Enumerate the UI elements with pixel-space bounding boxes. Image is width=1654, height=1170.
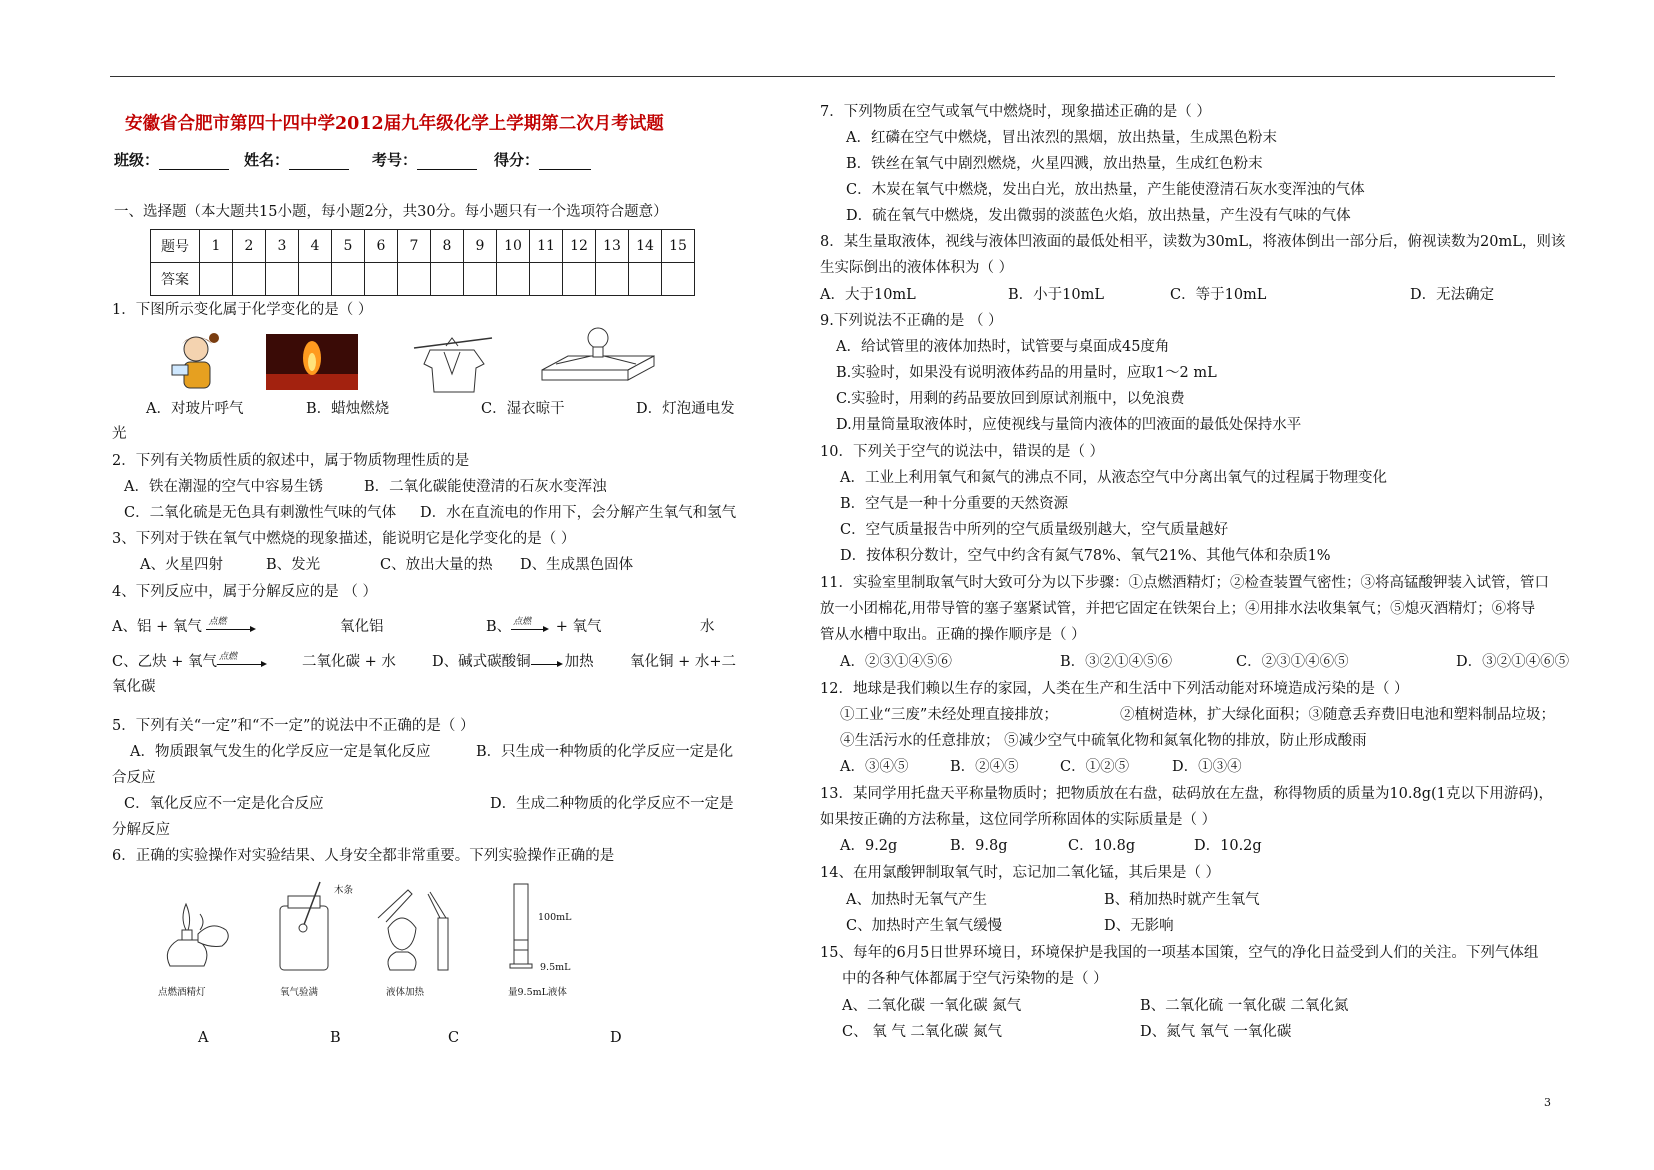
q7-stem: 7．下列物质在空气或氧气中燃烧时，现象描述正确的是（ ） bbox=[820, 104, 1211, 120]
q12-line-1a: ①工业“三废”未经处理直接排放； bbox=[840, 707, 1058, 723]
q2-option-b: B．二氧化碳能使澄清的石灰水变浑浊 bbox=[364, 479, 607, 495]
number-cell: 14 bbox=[629, 230, 662, 263]
number-cell: 7 bbox=[398, 230, 431, 263]
page-number: 3 bbox=[1544, 1096, 1551, 1109]
q11-line-1: 11．实验室里制取氧气时大致可分为以下步骤：①点燃酒精灯；②检查装置气密性；③将高锰酸钾装入试管，管口 bbox=[820, 575, 1549, 591]
measuring-cylinder-image bbox=[508, 880, 558, 972]
q14-option-d: D、无影响 bbox=[1104, 918, 1174, 934]
answer-table-header-row bbox=[151, 230, 695, 263]
q8-option-c: C．等于10mL bbox=[1170, 287, 1267, 303]
q4-option-b: B、 点燃 + 氧气 bbox=[486, 617, 602, 635]
answer-cell[interactable] bbox=[233, 263, 266, 296]
number-cell: 8 bbox=[431, 230, 464, 263]
q2-option-a: A．铁在潮湿的空气中容易生锈 bbox=[124, 479, 323, 495]
q9-option-c: C.实验时，用剩的药品要放回到原试剂瓶中，以免浪费 bbox=[836, 391, 1185, 407]
q1-option-c: C．湿衣晾干 bbox=[481, 401, 565, 417]
number-cell: 4 bbox=[299, 230, 332, 263]
q8-option-b: B．小于10mL bbox=[1008, 287, 1104, 303]
reaction-arrow: 点燃 bbox=[511, 620, 551, 634]
q6-letter-b: B bbox=[330, 1030, 341, 1046]
header-rule bbox=[110, 76, 1555, 77]
q13-option-d: D．10.2g bbox=[1194, 838, 1262, 854]
q11-option-c: C．②③①④⑥⑤ bbox=[1236, 654, 1349, 670]
answer-cell[interactable] bbox=[398, 263, 431, 296]
q11-option-a: A．②③①④⑤⑥ bbox=[840, 654, 952, 670]
q6-caption-d: 量9.5mL液体 bbox=[508, 987, 567, 998]
q10-stem: 10．下列关于空气的说法中，错误的是（ ） bbox=[820, 444, 1105, 460]
number-cell: 13 bbox=[596, 230, 629, 263]
q5-option-b-cont: 合反应 bbox=[112, 770, 156, 786]
q6-stem: 6．正确的实验操作对实验结果、人身安全都非常重要。下列实验操作正确的是 bbox=[112, 848, 615, 864]
number-cell: 9 bbox=[464, 230, 497, 263]
girl-breathing-image bbox=[168, 332, 226, 394]
answer-cell[interactable] bbox=[530, 263, 563, 296]
q4-option-a: A、铝 + 氧气 点燃 bbox=[112, 617, 258, 637]
q13-line-1: 13．某同学用托盘天平称量物质时；把物质放在右盘，砝码放在左盘，称得物质的质量为10.8g(1克以下用游码)， bbox=[820, 786, 1554, 802]
q7-option-a: A．红磷在空气中燃烧，冒出浓烈的黑烟，放出热量，生成黑色粉末 bbox=[846, 130, 1277, 146]
q13-option-a: A．9.2g bbox=[840, 838, 898, 854]
q8-stem: 8．某生量取液体，视线与液体凹液面的最低处相平，读数为30mL，将液体倒出一部分后，俯视读数为20mL，则该 bbox=[820, 234, 1566, 250]
q14-stem: 14、在用氯酸钾制取氧气时，忘记加二氧化锰，其后果是（ ） bbox=[820, 865, 1221, 881]
q9-option-a: A．给试管里的液体加热时，试管要与桌面成45度角 bbox=[836, 339, 1170, 355]
answer-cell[interactable] bbox=[662, 263, 695, 296]
q4-option-d-product: 氧化铜 + 水+二 bbox=[630, 654, 737, 670]
q2-option-d: D．水在直流电的作用下，会分解产生氧气和氢气 bbox=[420, 505, 737, 521]
q1-option-a: A．对玻片呼气 bbox=[146, 401, 244, 417]
name-field: 姓名： bbox=[244, 149, 349, 170]
q15-line-1: 15、每年的6月5日世界环境日，环境保护是我国的一项基本国策，空气的净化日益受到人们的关注。下列气体组 bbox=[820, 945, 1539, 961]
q7-option-c: C．木炭在氧气中燃烧，发出白光，放出热量，产生能使澄清石灰水变浑浊的气体 bbox=[846, 182, 1365, 198]
class-field: 班级： bbox=[114, 149, 229, 170]
q13-option-b: B．9.8g bbox=[950, 838, 1008, 854]
q6-caption-b: 氧气验满 bbox=[280, 987, 319, 998]
liquid-heating-image bbox=[372, 888, 458, 974]
score-field: 得分： bbox=[494, 149, 591, 170]
q12-option-b: B．②④⑤ bbox=[950, 759, 1019, 775]
q11-line-3: 管从水槽中取出。正确的操作顺序是（ ） bbox=[820, 627, 1086, 643]
q5-stem: 5．下列有关“一定”和“不一定”的说法中不正确的是（ ） bbox=[112, 718, 475, 734]
number-cell: 1 bbox=[200, 230, 233, 263]
q10-option-c: C．空气质量报告中所列的空气质量级别越大，空气质量越好 bbox=[840, 522, 1229, 538]
q11-option-b: B．③②①④⑤⑥ bbox=[1060, 654, 1173, 670]
q8-option-a: A．大于10mL bbox=[820, 287, 916, 303]
exam-no-field: 考号： bbox=[372, 149, 477, 170]
number-cell: 3 bbox=[266, 230, 299, 263]
q12-option-a: A．③④⑤ bbox=[840, 759, 909, 775]
volume-9-5ml-label: 9.5mL bbox=[540, 962, 571, 973]
q3-option-d: D、生成黑色固体 bbox=[520, 557, 634, 573]
q7-option-b: B．铁丝在氧气中剧烈燃烧，火星四溅，放出热量，生成红色粉末 bbox=[846, 156, 1263, 172]
header-label-cell: 题号 bbox=[151, 230, 200, 263]
answer-cell[interactable] bbox=[299, 263, 332, 296]
reaction-arrow: 点燃 bbox=[217, 655, 269, 669]
answer-cell[interactable] bbox=[365, 263, 398, 296]
q4-stem: 4、下列反应中，属于分解反应的是 （ ） bbox=[112, 584, 377, 600]
q14-option-b: B、稍加热时就产生氧气 bbox=[1104, 892, 1260, 908]
q6-caption-a: 点燃酒精灯 bbox=[158, 987, 206, 998]
q6-letter-d: D bbox=[610, 1030, 622, 1046]
q5-option-d-cont: 分解反应 bbox=[112, 822, 170, 838]
q5-option-a: A．物质跟氧气发生的化学反应一定是氧化反应 bbox=[130, 744, 431, 760]
q12-stem: 12．地球是我们赖以生存的家园，人类在生产和生活中下列活动能对环境造成污染的是（ ） bbox=[820, 681, 1409, 697]
alcohol-lamp-lighting-image bbox=[156, 894, 240, 972]
q4-option-d: D、碱式碳酸铜 加热 bbox=[432, 654, 594, 670]
q2-stem: 2．下列有关物质性质的叙述中，属于物质物理性质的是 bbox=[112, 453, 470, 469]
q3-option-c: C、放出大量的热 bbox=[380, 557, 493, 573]
q1-option-d: D．灯泡通电发 bbox=[636, 401, 735, 417]
q12-line-2: ④生活污水的任意排放； ⑤减少空气中硫氧化物和氮氧化物的排放，防止形成酸雨 bbox=[840, 733, 1367, 749]
volume-100ml-label: 100mL bbox=[538, 912, 572, 923]
q9-option-b: B.实验时，如果没有说明液体药品的用量时，应取1～2 mL bbox=[836, 365, 1217, 381]
q5-option-c: C．氧化反应不一定是化合反应 bbox=[124, 796, 324, 812]
number-cell: 6 bbox=[365, 230, 398, 263]
q12-line-1b: ②植树造林，扩大绿化面积；③随意丢弃费旧电池和塑料制品垃圾； bbox=[1120, 707, 1555, 723]
q14-option-a: A、加热时无氧气产生 bbox=[846, 892, 987, 908]
burning-candle-image bbox=[266, 334, 358, 390]
q10-option-a: A．工业上利用氧气和氮气的沸点不同，从液态空气中分离出氧气的过程属于物理变化 bbox=[840, 470, 1387, 486]
drying-clothes-image bbox=[412, 334, 494, 394]
answer-cell[interactable] bbox=[200, 263, 233, 296]
q13-line-2: 如果按正确的方法称量，这位同学所称固体的实际质量是（ ） bbox=[820, 812, 1217, 828]
q8-option-d: D．无法确定 bbox=[1410, 287, 1495, 303]
q9-stem: 9.下列说法不正确的是 （ ） bbox=[820, 313, 1003, 329]
q9-option-d: D.用量筒量取液体时，应使视线与量筒内液体的凹液面的最低处保持水平 bbox=[836, 417, 1302, 433]
number-cell: 5 bbox=[332, 230, 365, 263]
q14-option-c: C、加热时产生氧气缓慢 bbox=[846, 918, 1003, 934]
q4-option-d-cont: 氧化碳 bbox=[112, 679, 156, 695]
q12-option-c: C．①②⑤ bbox=[1060, 759, 1130, 775]
q15-line-2: 中的各种气体都属于空气污染物的是（ ） bbox=[842, 971, 1108, 987]
q13-option-c: C．10.8g bbox=[1068, 838, 1136, 854]
answer-label-cell: 答案 bbox=[151, 263, 200, 296]
number-cell: 10 bbox=[497, 230, 530, 263]
q4-option-a-product: 氧化铝 bbox=[340, 619, 384, 635]
q7-option-d: D．硫在氧气中燃烧，发出微弱的淡蓝色火焰，放出热量，产生没有气味的气体 bbox=[846, 208, 1351, 224]
q1-option-d-cont: 光 bbox=[112, 426, 127, 442]
q1-stem: 1．下图所示变化属于化学变化的是（ ） bbox=[112, 302, 373, 318]
q6-letter-a: A bbox=[198, 1030, 209, 1046]
q15-option-b: B、二氧化硫 一氧化碳 二氧化氮 bbox=[1140, 998, 1349, 1014]
q4-option-b-product: 水 bbox=[700, 619, 715, 635]
q6-caption-c: 液体加热 bbox=[386, 987, 425, 998]
number-cell: 11 bbox=[530, 230, 563, 263]
q6-letter-c: C bbox=[448, 1030, 460, 1046]
q5-option-b: B．只生成一种物质的化学反应一定是化 bbox=[476, 744, 734, 760]
answer-cell[interactable] bbox=[596, 263, 629, 296]
reaction-arrow bbox=[531, 655, 565, 669]
q5-option-d: D．生成二种物质的化学反应不一定是 bbox=[490, 796, 734, 812]
q15-option-a: A、二氧化碳 一氧化碳 氮气 bbox=[842, 998, 1022, 1014]
section-heading: 一、选择题（本大题共15小题，每小题2分，共30分。每小题只有一个选项符合题意） bbox=[114, 204, 668, 220]
q3-stem: 3、下列对于铁在氧气中燃烧的现象描述，能说明它是化学变化的是（ ） bbox=[112, 531, 576, 547]
q15-option-d: D、氮气 氧气 一氧化碳 bbox=[1140, 1024, 1292, 1040]
number-cell: 12 bbox=[563, 230, 596, 263]
number-cell: 2 bbox=[233, 230, 266, 263]
answer-table bbox=[150, 229, 695, 296]
number-cell: 15 bbox=[662, 230, 695, 263]
answer-cell[interactable] bbox=[266, 263, 299, 296]
q12-option-d: D．①③④ bbox=[1172, 759, 1242, 775]
q4-option-c-product: 二氧化碳 + 水 bbox=[302, 654, 396, 670]
q15-option-c: C、 氧 气 二氧化碳 氮气 bbox=[842, 1024, 1003, 1040]
answer-cell[interactable] bbox=[563, 263, 596, 296]
answer-cell[interactable] bbox=[464, 263, 497, 296]
q1-option-b: B．蜡烛燃烧 bbox=[306, 401, 390, 417]
q11-option-d: D．③②①④⑥⑤ bbox=[1456, 654, 1570, 670]
q11-line-2: 放一小团棉花,用带导管的塞子塞紧试管，并把它固定在铁架台上；④用排水法收集氧气；⑤熄灭酒精灯；⑥将导 bbox=[820, 601, 1536, 617]
answer-cell[interactable] bbox=[497, 263, 530, 296]
q3-option-b: B、发光 bbox=[266, 557, 321, 573]
q10-option-b: B．空气是一种十分重要的天然资源 bbox=[840, 496, 1069, 512]
q10-option-d: D．按体积分数计，空气中约含有氮气78%、氧气21%、其他气体和杂质1% bbox=[840, 548, 1331, 564]
q8-stem-cont: 生实际倒出的液体体积为（ ） bbox=[820, 260, 1014, 276]
q3-option-a: A、火星四射 bbox=[140, 557, 223, 573]
answer-cell[interactable] bbox=[431, 263, 464, 296]
reaction-arrow: 点燃 bbox=[206, 620, 258, 634]
exam-title: 安徽省合肥市第四十四中学2012届九年级化学上学期第二次月考试题 bbox=[125, 114, 664, 134]
q2-option-c: C．二氧化硫是无色具有刺激性气味的气体 bbox=[124, 505, 397, 521]
answer-cell[interactable] bbox=[332, 263, 365, 296]
light-bulb-image bbox=[536, 326, 660, 388]
q4-option-c: C、乙炔 + 氧气 点燃 bbox=[112, 652, 269, 672]
answer-cell[interactable] bbox=[629, 263, 662, 296]
wood-splint-label: 木条 bbox=[334, 885, 354, 896]
answer-table-answer-row bbox=[151, 263, 695, 296]
